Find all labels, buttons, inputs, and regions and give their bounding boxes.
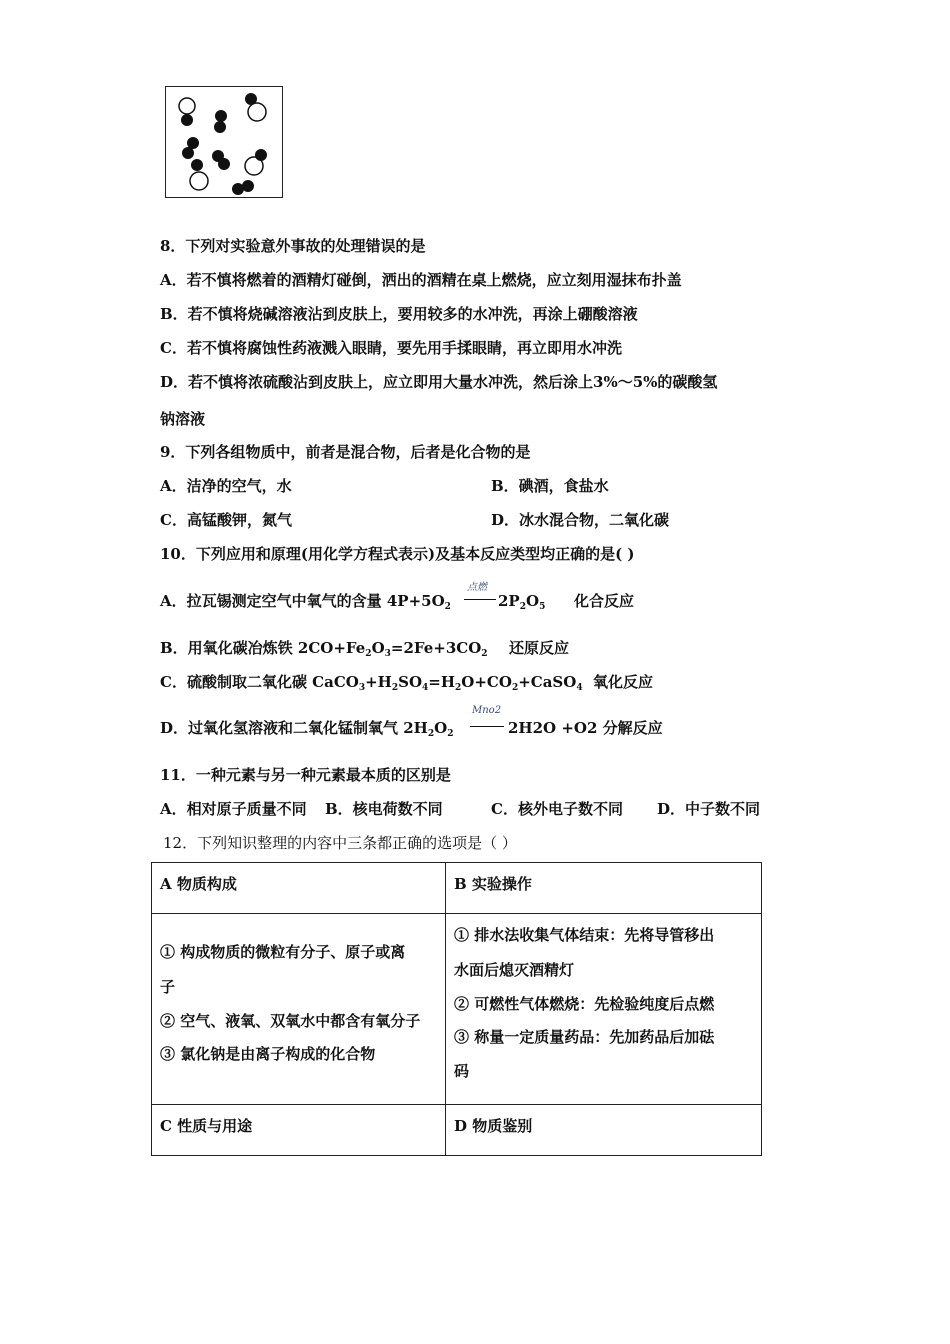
black-atom (255, 149, 267, 161)
q10-b-text: B．用氧化碳冶炼铁 2CO+Fe (160, 639, 366, 657)
black-atom (214, 121, 226, 133)
q9-option-b: B．碘酒，食盐水 (491, 477, 609, 495)
q11-option-d: D．中子数不同 (657, 800, 761, 818)
subscript: 2 (444, 602, 451, 612)
table-line: ① 构成物质的微粒有分子、原子或离 (160, 943, 406, 961)
q8-option-d-line2: 钠溶液 (160, 410, 206, 428)
table-line: ③ 称量一定质量药品：先加药品后加砝 (454, 1028, 715, 1046)
white-atom (248, 103, 266, 121)
q8-option-d-line1: D．若不慎将浓硫酸沾到皮肤上，应立即用大量水冲洗，然后涂上3%～5%的碳酸氢 (160, 373, 718, 391)
q10-c-type: 氧化反应 (593, 673, 654, 691)
table-line: ② 空气、液氧、双氧水中都含有氧分子 (160, 1012, 421, 1030)
black-atom (218, 158, 230, 170)
black-atom (242, 180, 254, 192)
q10-c-text: C．硫酸制取二氧化碳 CaCO (160, 673, 359, 691)
q10-option-b: B．用氧化碳冶炼铁 $2CO+Fe_2O_3=2Fe+3CO_2$ (160, 639, 488, 659)
table-cell-b (446, 914, 762, 1105)
q10-d-type: 2H2O +O2 分解反应 (508, 719, 663, 737)
q10-a-type: 化合反应 (574, 592, 635, 610)
table-cell-a (152, 914, 446, 1105)
black-atom (215, 110, 227, 122)
q9-stem: 9．下列各组物质中，前者是混合物，后者是化合物的是 (160, 443, 531, 461)
q10-a-product: $2P_2O_5$ (498, 592, 546, 612)
black-atom (245, 93, 257, 105)
reaction-line (470, 726, 504, 727)
q11-stem: 11．一种元素与另一种元素最本质的区别是 (160, 766, 451, 784)
q10-option-d: D．过氧化氢溶液和二氧化锰制氧气 $2H_2O_2$ (160, 719, 454, 739)
table-line: ② 可燃性气体燃烧：先检验纯度后点燃 (454, 995, 715, 1013)
q12-stem: 12．下列知识整理的内容中三条都正确的选项是（ ） (163, 834, 517, 852)
table-header-b: B 实验操作 (446, 863, 762, 914)
table-header-a: A 物质构成 (152, 863, 446, 914)
table-line: ③ 氯化钠是由离子构成的化合物 (160, 1045, 376, 1063)
q10-d-condition: Mno2 (472, 705, 502, 716)
reaction-line (464, 599, 496, 600)
molecule-diagram (165, 86, 283, 198)
black-atom (182, 147, 194, 159)
q11-option-b: B．核电荷数不同 (325, 800, 443, 818)
q10-a-reactants: A．拉瓦锡测定空气中氧气的含量 4P+5O (160, 592, 445, 610)
q10-option-a (160, 591, 451, 617)
q8-option-c: C．若不慎将腐蚀性药液溅入眼睛，要先用手揉眼睛，再立即用水冲洗 (160, 339, 622, 357)
q9-option-d: D．冰水混合物，二氧化碳 (491, 511, 670, 529)
q9-option-c: C．高锰酸钾，氮气 (160, 511, 292, 529)
q10-option-c: C．硫酸制取二氧化碳 $CaCO_3+H_2SO_4=H_2O+CO_2+CaSO_4$ (160, 673, 583, 693)
table-header-d: D 物质鉴别 (446, 1105, 762, 1156)
q8-stem: 8．下列对实验意外事故的处理错误的是 (160, 237, 426, 255)
q8-option-a: A．若不慎将燃着的酒精灯碰倒，洒出的酒精在桌上燃烧，应立刻用湿抹布扑盖 (160, 271, 682, 289)
q10-b-type: 还原反应 (509, 639, 570, 657)
q10-stem: 10．下列应用和原理(用化学方程式表示)及基本反应类型均正确的是( ) (160, 545, 635, 563)
q10-a-condition: 点燃 (467, 582, 487, 593)
q11-option-c: C．核外电子数不同 (491, 800, 623, 818)
table-line: 子 (160, 978, 176, 996)
q10-d-text: D．过氧化氢溶液和二氧化锰制氧气 2H (160, 719, 428, 737)
table-line: 码 (454, 1062, 470, 1080)
q10-a-product-text: 2P (498, 592, 520, 610)
knowledge-table (151, 862, 762, 1156)
q9-option-a: A．洁净的空气，水 (160, 477, 292, 495)
black-atom (191, 159, 203, 171)
particle-diagram-svg (166, 87, 284, 199)
table-line: ① 排水法收集气体结束：先将导管移出 (454, 926, 715, 944)
white-atom (179, 98, 195, 114)
q8-option-b: B．若不慎将烧碱溶液沾到皮肤上，要用较多的水冲洗，再涂上硼酸溶液 (160, 305, 638, 323)
black-atom (181, 114, 193, 126)
q11-option-a: A．相对原子质量不同 (160, 800, 307, 818)
table-line: 水面后熄灭酒精灯 (454, 961, 575, 979)
table-header-c: C 性质与用途 (152, 1105, 446, 1156)
white-atom (190, 172, 208, 190)
